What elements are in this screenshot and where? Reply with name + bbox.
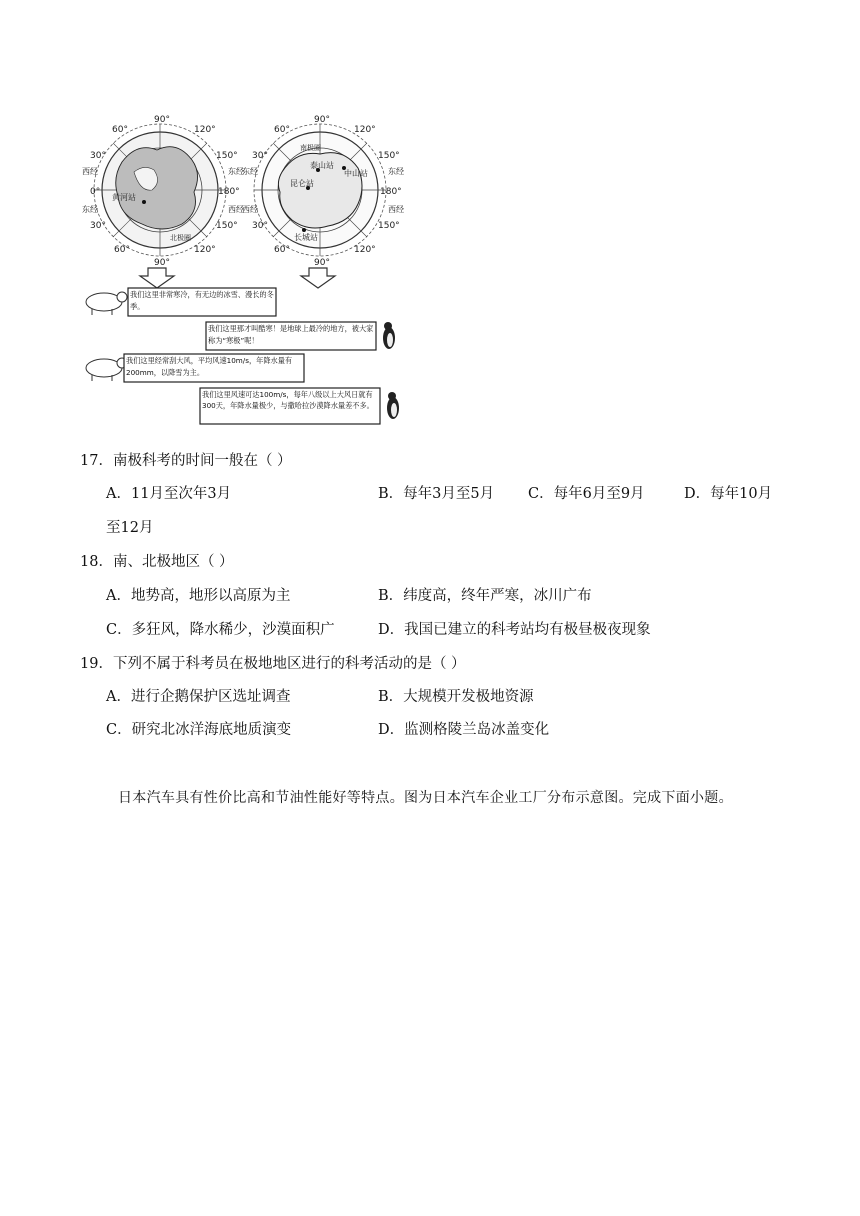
bubble-1-text: 我们这里非常寒冷，有无边的冰雪、漫长的冬季。 bbox=[130, 290, 274, 311]
down-arrow-right bbox=[301, 268, 335, 288]
q17-option-d-continuation: 至12月 bbox=[106, 520, 154, 536]
q17-option-b: B．每年3月至5月 bbox=[378, 486, 495, 502]
north-polar-map bbox=[94, 124, 226, 256]
south-label-120-br: 120° bbox=[354, 245, 376, 255]
q18-option-d: D．我国已建立的科考站均有极昼极夜现象 bbox=[378, 622, 651, 638]
north-label-180: 180° bbox=[218, 187, 240, 197]
north-label-90-bottom: 90° bbox=[154, 258, 170, 268]
south-label-30-bl: 30° bbox=[252, 221, 268, 231]
polar-bear-icon-2 bbox=[86, 358, 127, 381]
south-east-label-left: 东经 bbox=[242, 167, 258, 176]
south-label-90-top: 90° bbox=[314, 115, 330, 125]
north-arctic-circle: 北极圈 bbox=[170, 234, 191, 242]
north-label-30-bl: 30° bbox=[90, 221, 106, 231]
north-label-30-l: 30° bbox=[90, 151, 106, 161]
q17-option-d: D．每年10月 bbox=[684, 486, 773, 502]
north-west-label-right: 西经 bbox=[228, 205, 244, 214]
south-west-label-right: 西经 bbox=[388, 205, 404, 214]
q18-option-a: A．地势高，地形以高原为主 bbox=[106, 588, 291, 604]
south-label-60-tl: 60° bbox=[274, 125, 290, 135]
q19-option-b: B．大规模开发极地资源 bbox=[378, 689, 534, 705]
north-label-120-tr: 120° bbox=[194, 125, 216, 135]
south-station-zhongshan: 中山站 bbox=[344, 169, 368, 178]
penguin-icon bbox=[383, 322, 395, 349]
north-label-0: 0° bbox=[90, 187, 101, 197]
north-label-150-r: 150° bbox=[216, 151, 238, 161]
polar-figure bbox=[82, 112, 417, 427]
south-east-label-right: 东经 bbox=[388, 167, 404, 176]
north-label-90-top: 90° bbox=[154, 115, 170, 125]
south-west-label-left: 西经 bbox=[242, 205, 258, 214]
south-label-90-bottom: 90° bbox=[314, 258, 330, 268]
q19-option-c: C．研究北冰洋海底地质演变 bbox=[106, 722, 292, 738]
bubble-2-text: 我们这里那才叫酷寒！是地球上最冷的地方，被大家称为“寒极”呢！ bbox=[208, 324, 374, 345]
south-label-150-br: 150° bbox=[378, 221, 400, 231]
question-19-stem: 19．下列不属于科考员在极地地区进行的科考活动的是（ ） bbox=[80, 656, 466, 672]
south-label-120-tr: 120° bbox=[354, 125, 376, 135]
south-label-180: 180° bbox=[380, 187, 402, 197]
down-arrow-left bbox=[140, 268, 174, 288]
q19-option-a: A．进行企鹅保护区选址调查 bbox=[106, 689, 291, 705]
south-label-30-l: 30° bbox=[252, 151, 268, 161]
question-17-stem: 17．南极科考的时间一般在（ ） bbox=[80, 453, 292, 469]
north-label-60-bl: 60° bbox=[114, 245, 130, 255]
north-label-120-br: 120° bbox=[194, 245, 216, 255]
polar-figure-svg bbox=[82, 112, 417, 427]
south-station-taishan: 泰山站 bbox=[310, 161, 334, 170]
next-section-intro: 日本汽车具有性价比高和节油性能好等特点。图为日本汽车企业工厂分布示意图。完成下面小题。 bbox=[118, 790, 733, 806]
south-antarctic-circle: 南极圈 bbox=[300, 144, 321, 152]
polar-bear-icon bbox=[86, 292, 127, 315]
q18-option-c: C．多狂风，降水稀少，沙漠面积广 bbox=[106, 622, 335, 638]
north-label-150-br: 150° bbox=[216, 221, 238, 231]
q18-option-b: B．纬度高，终年严寒，冰川广布 bbox=[378, 588, 592, 604]
south-label-60-bl: 60° bbox=[274, 245, 290, 255]
q17-option-a: A．11月至次年3月 bbox=[106, 486, 232, 502]
north-west-label: 西经 bbox=[82, 167, 98, 176]
south-station-kunlun: 昆仑站 bbox=[290, 179, 314, 188]
north-east-label-left: 东经 bbox=[82, 205, 98, 214]
q19-option-d: D．监测格陵兰岛冰盖变化 bbox=[378, 722, 550, 738]
bubble-3-text: 我们这里经常刮大风，平均风速10m/s，年降水量有200mm，以降雪为主。 bbox=[126, 356, 293, 377]
question-18-stem: 18．南、北极地区（ ） bbox=[80, 554, 234, 570]
south-station-changcheng: 长城站 bbox=[294, 233, 318, 242]
north-label-60-tl: 60° bbox=[112, 125, 128, 135]
q17-option-c: C．每年6月至9月 bbox=[528, 486, 645, 502]
penguin-icon-2 bbox=[387, 392, 399, 419]
north-station-huanghe: 黄河站 bbox=[112, 193, 136, 202]
north-east-label-right: 东经 bbox=[228, 167, 244, 176]
south-label-150-r: 150° bbox=[378, 151, 400, 161]
bubble-4-text: 我们这里风速可达100m/s，每年八级以上大风日就有300天，年降水量极少，与撒哈拉沙漠降水量差不多。 bbox=[202, 390, 374, 410]
